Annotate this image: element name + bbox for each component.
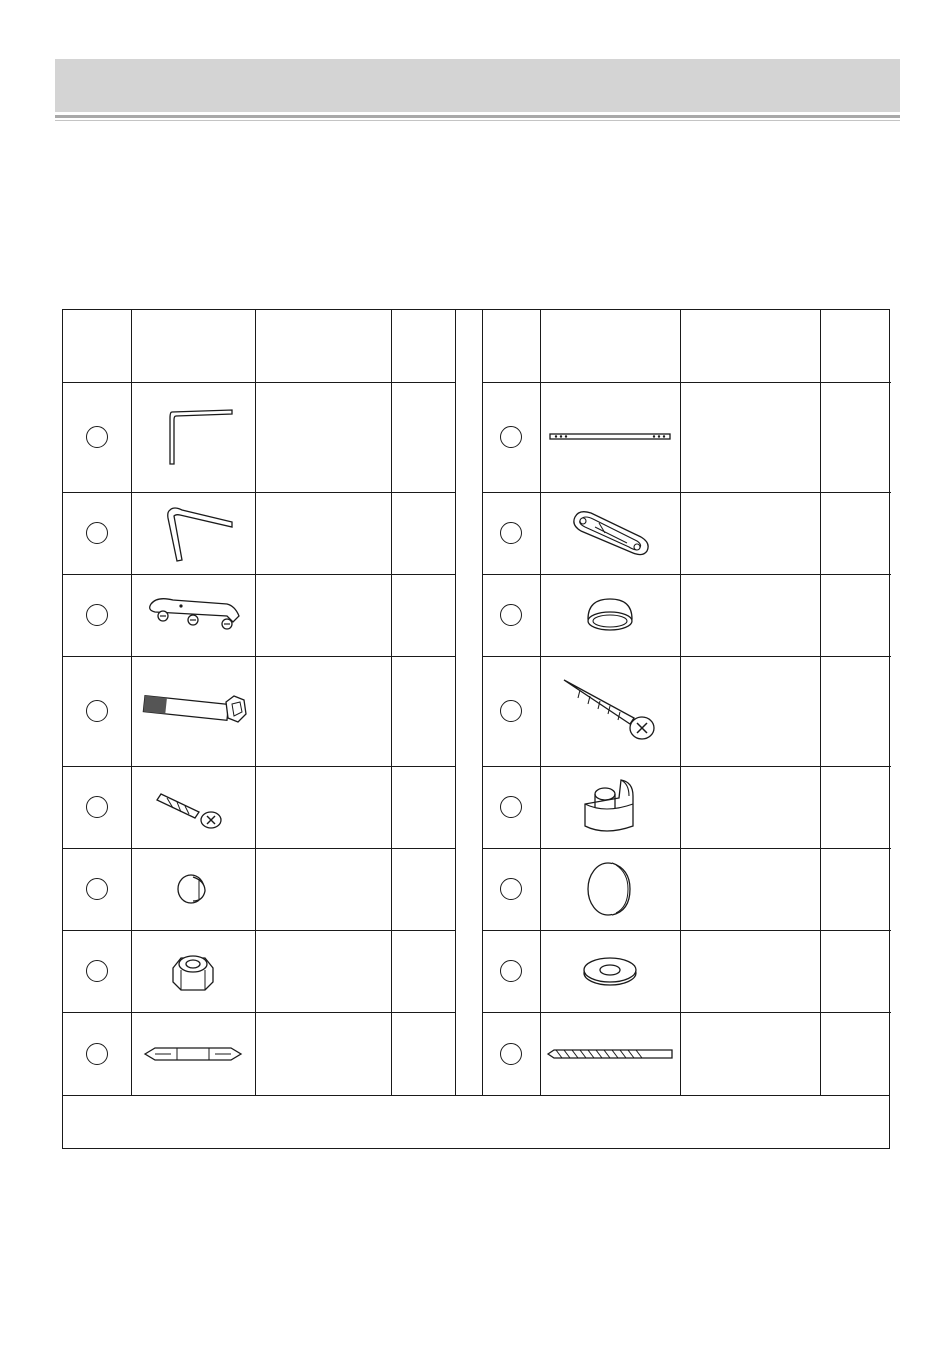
part-number-circle (500, 522, 522, 544)
part-number-circle (86, 604, 108, 626)
part-description (680, 656, 820, 766)
part-number-circle (500, 1043, 522, 1065)
table-row (482, 574, 540, 656)
part-quantity (820, 574, 890, 656)
dome-cap-icon (540, 574, 680, 656)
hex-bolt-icon (131, 656, 255, 766)
table-row (63, 382, 131, 492)
part-description (680, 574, 820, 656)
table-row (482, 382, 540, 492)
table-row (63, 574, 131, 656)
part-quantity (391, 766, 455, 848)
part-number-circle (86, 700, 108, 722)
flat-washer-icon (540, 930, 680, 1012)
table-row (482, 848, 540, 930)
header-cell-quantity (820, 310, 890, 382)
part-quantity (820, 382, 890, 492)
wall-anchor-screw-icon (131, 766, 255, 848)
part-number-circle (500, 878, 522, 900)
header-cell-image (131, 310, 255, 382)
lock-nut-icon (131, 930, 255, 1012)
part-quantity (820, 766, 890, 848)
cam-lock-bracket-icon (540, 492, 680, 574)
table-row (63, 656, 131, 766)
part-number-circle (86, 878, 108, 900)
part-quantity (391, 848, 455, 930)
part-description (680, 492, 820, 574)
part-quantity (391, 574, 455, 656)
header-cell-image (540, 310, 680, 382)
three-hole-bracket-icon (131, 574, 255, 656)
table-row (482, 1012, 540, 1095)
flat-strap-icon (540, 382, 680, 492)
table-row (63, 766, 131, 848)
table-row (482, 492, 540, 574)
part-description (680, 930, 820, 1012)
part-number-circle (500, 426, 522, 448)
hardware-parts-table (62, 309, 890, 1149)
part-number-circle (86, 796, 108, 818)
header-bar (55, 59, 900, 112)
part-quantity (391, 492, 455, 574)
table-row (482, 766, 540, 848)
wood-screw-icon (540, 656, 680, 766)
l-hex-key-icon (131, 382, 255, 492)
part-description (255, 930, 391, 1012)
column-divider (455, 310, 456, 1095)
part-quantity (391, 1012, 455, 1095)
table-footer-note (63, 1095, 889, 1149)
part-description (680, 766, 820, 848)
double-screwdriver-bit-icon (131, 1012, 255, 1095)
part-number-circle (86, 522, 108, 544)
part-description (255, 492, 391, 574)
table-row (482, 930, 540, 1012)
part-description (255, 574, 391, 656)
header-cell-part (63, 310, 131, 382)
part-number-circle (500, 700, 522, 722)
part-description (680, 848, 820, 930)
header-cell-part (482, 310, 540, 382)
part-quantity (391, 930, 455, 1012)
part-number-circle (500, 960, 522, 982)
part-description (255, 656, 391, 766)
table-row (482, 656, 540, 766)
part-description (680, 1012, 820, 1095)
round-cover-cap-icon (540, 848, 680, 930)
part-description (680, 382, 820, 492)
part-quantity (820, 1012, 890, 1095)
header-rule-thin (55, 120, 900, 121)
table-row (63, 930, 131, 1012)
part-description (255, 766, 391, 848)
table-row (63, 1012, 131, 1095)
bent-hex-key-icon (131, 492, 255, 574)
part-description (255, 382, 391, 492)
drill-bit-icon (540, 1012, 680, 1095)
part-number-circle (86, 426, 108, 448)
part-quantity (820, 930, 890, 1012)
part-number-circle (86, 1043, 108, 1065)
part-number-circle (500, 796, 522, 818)
table-row (63, 848, 131, 930)
part-quantity (391, 382, 455, 492)
part-description (255, 1012, 391, 1095)
part-description (255, 848, 391, 930)
shelf-support-clip-icon (540, 766, 680, 848)
part-quantity (820, 492, 890, 574)
header-cell-description (680, 310, 820, 382)
part-number-circle (86, 960, 108, 982)
part-quantity (820, 656, 890, 766)
screw-cap-icon (131, 848, 255, 930)
part-number-circle (500, 604, 522, 626)
table-row (63, 492, 131, 574)
part-quantity (391, 656, 455, 766)
header-cell-description (255, 310, 391, 382)
part-quantity (820, 848, 890, 930)
header-cell-quantity (391, 310, 455, 382)
header-rule (55, 115, 900, 118)
